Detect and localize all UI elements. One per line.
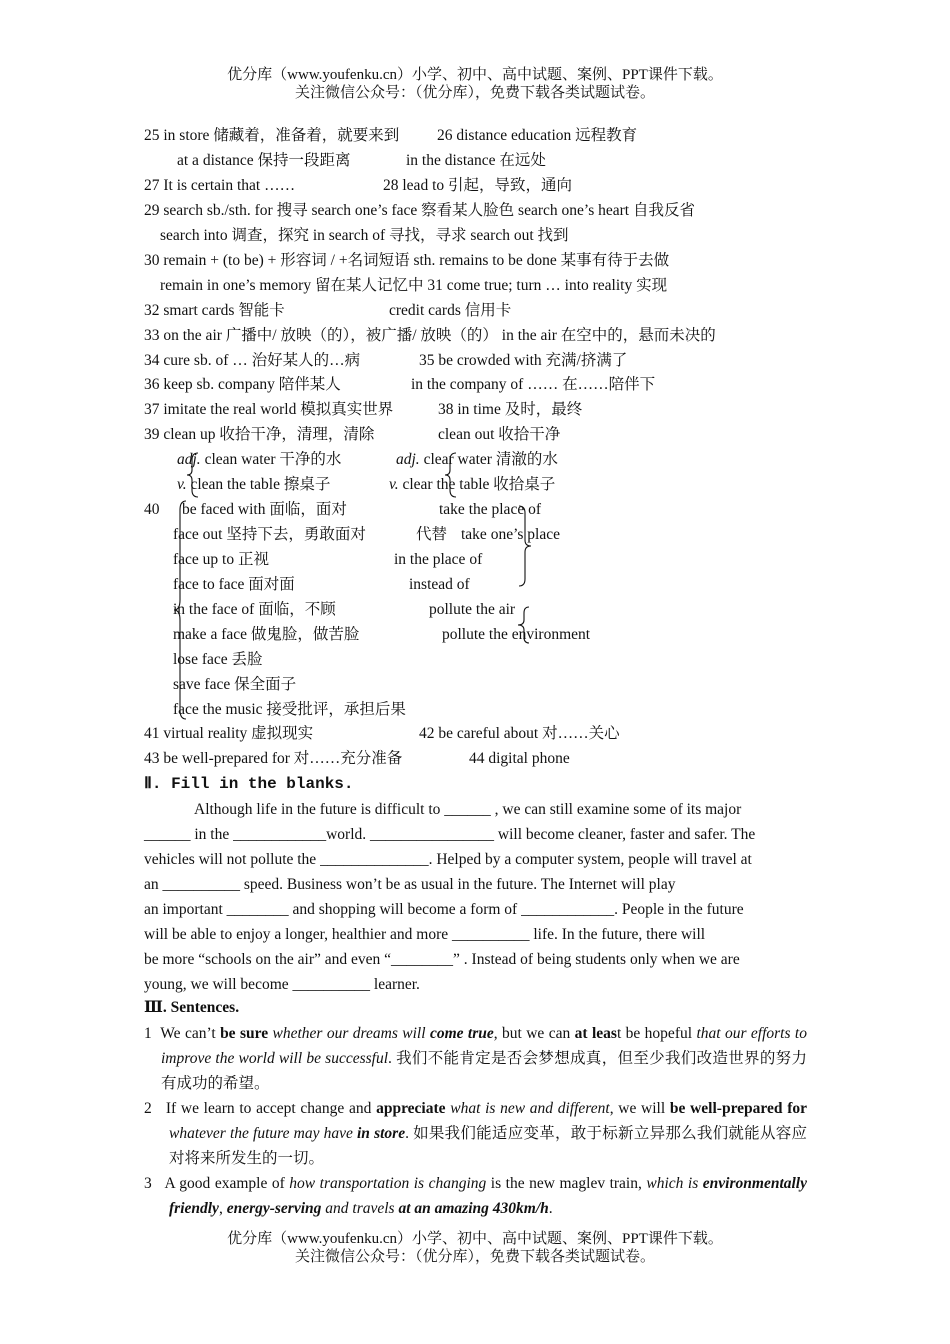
phrase-36: 36 keep sb. company 陪伴某人 — [144, 376, 341, 393]
phrase-40-right-d: instead of — [409, 576, 470, 593]
sentence-3 — [144, 1171, 807, 1221]
phrase-40-right-a: take the place of — [439, 501, 541, 518]
section-3-title-text: Ⅲ. Sentences. — [144, 999, 240, 1016]
sentence-text: , but we can — [493, 1025, 575, 1042]
phrase-40-right-e: pollute the air — [429, 601, 516, 618]
phrase-40-e: in the face of 面临，不顾 — [173, 601, 336, 618]
sentence-text: If we learn to accept change and — [165, 1100, 377, 1117]
brace-40-left — [172, 500, 188, 720]
sentence-key: at an amazing 430km/h — [398, 1200, 549, 1217]
phrase-text: clean water 干净的水 — [204, 451, 342, 468]
sentence-text: whether our dreams will — [268, 1025, 430, 1042]
sentence-text: . — [548, 1200, 553, 1217]
header-line-2: 关注微信公众号：（优分库），免费下载各类试题试卷。 — [294, 85, 655, 101]
brace-39-right — [444, 452, 458, 498]
phrase-44: 44 digital phone — [469, 750, 570, 767]
phrase-40-f: make a face 做鬼脸，做苦脸 — [173, 626, 360, 643]
page-header — [0, 66, 950, 102]
phrase-36-sub: in the company of …… 在……陪伴下 — [411, 376, 656, 393]
phrase-40-c: face up to 正视 — [173, 551, 269, 568]
sentence-2 — [144, 1096, 807, 1171]
sentence-text: that our efforts to improve the world will be successful — [161, 1025, 807, 1067]
pos-label: adj. — [177, 451, 201, 468]
phrase-32: 32 smart cards 智能卡 — [144, 302, 285, 319]
sentence-text: what is new and different — [445, 1100, 610, 1117]
section-2-title-text: Ⅱ. Fill in the blanks. — [144, 775, 354, 793]
phrase-27: 27 It is certain that …… — [144, 177, 296, 194]
sentence-key: energy-serving — [226, 1200, 322, 1217]
phrase-43: 43 be well-prepared for 对……充分准备 — [144, 750, 403, 767]
sentence-key: be sure — [220, 1025, 269, 1042]
sentence-text: A good example of — [164, 1175, 290, 1192]
sentence-key: come true — [429, 1025, 494, 1042]
phrase-text: clear water 清澈的水 — [423, 451, 558, 468]
sentence-text: t be hopeful — [616, 1025, 697, 1042]
phrase-30-sub: remain in one’s memory 留在某人记忆中 31 come true; turn … into reality 实现 — [160, 277, 668, 294]
brace-39-left — [186, 452, 200, 498]
phrase-40-right-f: pollute the environment — [442, 626, 591, 643]
pos-label: adj. — [396, 451, 420, 468]
page-footer — [0, 1230, 950, 1266]
phrase-40-b: face out 坚持下去，勇敢面对 — [173, 526, 366, 543]
sentence-text: which is — [646, 1175, 703, 1192]
brace-40-right-1 — [518, 505, 532, 587]
phrase-40-g: lose face 丢脸 — [173, 651, 263, 668]
phrase-40-i: face the music 接受批评，承担后果 — [173, 701, 406, 718]
passage-line-2: ______ in the ____________world. ________________ will become cleaner, faster and safer. The — [144, 826, 756, 843]
phrase-41: 41 virtual reality 虚拟现实 — [144, 725, 314, 742]
phrase-29: 29 search sb./sth. for 搜寻 search one’s face 察看某人脸色 search one’s heart 自我反省 — [144, 202, 695, 219]
phrase-39-adj-clear — [396, 449, 558, 471]
phrase-39-sub: clean out 收拾干净 — [438, 426, 561, 443]
passage-line-4: an __________ speed. Business won’t be as usual in the future. The Internet will play — [144, 876, 676, 893]
phrase-28: 28 lead to 引起，导致，通向 — [383, 177, 572, 194]
phrase-34: 34 cure sb. of … 治好某人的…病 — [144, 352, 361, 369]
section-2-title — [144, 773, 354, 795]
footer-line-2: 关注微信公众号：（优分库），免费下载各类试题试卷。 — [294, 1249, 655, 1265]
phrase-40-a: be faced with 面临，面对 — [182, 501, 347, 518]
phrase-text: clean the table 擦桌子 — [190, 476, 331, 493]
footer-line-1: 优分库（www.youfenku.cn）小学、初中、高中试题、案例、PPT课件下载。 — [227, 1231, 723, 1247]
sentence-text: , we will — [609, 1100, 670, 1117]
phrase-40-d: face to face 面对面 — [173, 576, 295, 593]
phrase-25: 25 in store 储藏着，准备着，就要来到 — [144, 127, 400, 144]
sentence-text: is the new maglev train, — [486, 1175, 647, 1192]
sentence-text: We can’t — [160, 1025, 221, 1042]
phrase-33: 33 on the air 广播中/ 放映（的），被广播/ 放映（的） in the air 在空中的，悬而未决的 — [144, 327, 716, 344]
passage-line-8: young, we will become __________ learner. — [144, 976, 420, 993]
sentence-text: how transportation is changing — [289, 1175, 487, 1192]
sentence-translation: . 我们不能肯定是否会梦想成真，但至少我们改造世界的努力有成功的希望。 — [161, 1050, 807, 1092]
sentence-1 — [144, 1021, 807, 1096]
passage-line-6: will be able to enjoy a longer, healthier and more __________ life. In the future, there will — [144, 926, 706, 943]
phrase-37: 37 imitate the real world 模拟真实世界 — [144, 401, 394, 418]
brace-40-right-2 — [517, 606, 531, 644]
passage-line-1: Although life in the future is difficult to ______ , we can still examine some of its major — [194, 801, 742, 818]
phrase-40-right-c: in the place of — [394, 551, 483, 568]
sentence-key: appreciate — [376, 1100, 446, 1117]
sentence-number: 3 — [144, 1175, 152, 1192]
sentence-number: 2 — [144, 1100, 152, 1117]
sentence-key: at leas — [574, 1025, 617, 1042]
section-3-title — [144, 997, 239, 1019]
phrase-39-adj-clean — [177, 449, 341, 471]
phrase-25-sub-2: in the distance 在远处 — [406, 152, 546, 169]
phrase-32-sub: credit cards 信用卡 — [389, 302, 512, 319]
phrase-39-v-clean — [177, 474, 330, 496]
sentence-key: environmentally friendly — [169, 1175, 807, 1217]
sentence-number: 1 — [144, 1025, 152, 1042]
phrase-40-h: save face 保全面子 — [173, 676, 297, 693]
passage-line-3: vehicles will not pollute the ______________. Helped by a computer system, people will travel at — [144, 851, 752, 868]
phrase-40-right-b: take one’s place — [461, 526, 560, 543]
phrase-40-right-label: 代替 — [416, 526, 448, 543]
phrase-26: 26 distance education 远程教育 — [437, 127, 638, 144]
sentence-text: , — [218, 1200, 227, 1217]
sentence-translation: . 如果我们能适应变革，敢于标新立异那么我们就能从容应对将来所发生的一切。 — [169, 1125, 807, 1167]
sentence-text: and travels — [321, 1200, 399, 1217]
passage-line-7: be more “schools on the air” and even “________” . Instead of being students only when we are — [144, 951, 740, 968]
pos-label: v. — [389, 476, 399, 493]
passage-line-5: an important ________ and shopping will become a form of ____________. People in the future — [144, 901, 744, 918]
sentence-key: be well-prepared for — [669, 1100, 808, 1117]
fill-in-passage — [144, 797, 807, 997]
phrase-39-v-clear — [389, 474, 555, 496]
header-line-1: 优分库（www.youfenku.cn）小学、初中、高中试题、案例、PPT课件下载。 — [227, 67, 723, 83]
phrase-text: clear the table 收拾桌子 — [402, 476, 556, 493]
phrase-35: 35 be crowded with 充满/挤满了 — [419, 352, 628, 369]
phrase-42: 42 be careful about 对……关心 — [419, 725, 620, 742]
phrase-39: 39 clean up 收拾干净，清理，清除 — [144, 426, 375, 443]
phrase-30: 30 remain + (to be) + 形容词 / +名词短语 sth. remains to be done 某事有待于去做 — [144, 252, 670, 269]
pos-label: v. — [177, 476, 187, 493]
sentence-key: in store — [357, 1125, 406, 1142]
phrase-29-sub: search into 调查，探究 in search of 寻找，寻求 search out 找到 — [160, 227, 569, 244]
phrase-25-sub-1: at a distance 保持一段距离 — [177, 152, 351, 169]
phrase-40-number: 40 — [144, 501, 160, 518]
sentence-text: whatever the future may have — [169, 1125, 357, 1142]
phrase-38: 38 in time 及时，最终 — [438, 401, 583, 418]
